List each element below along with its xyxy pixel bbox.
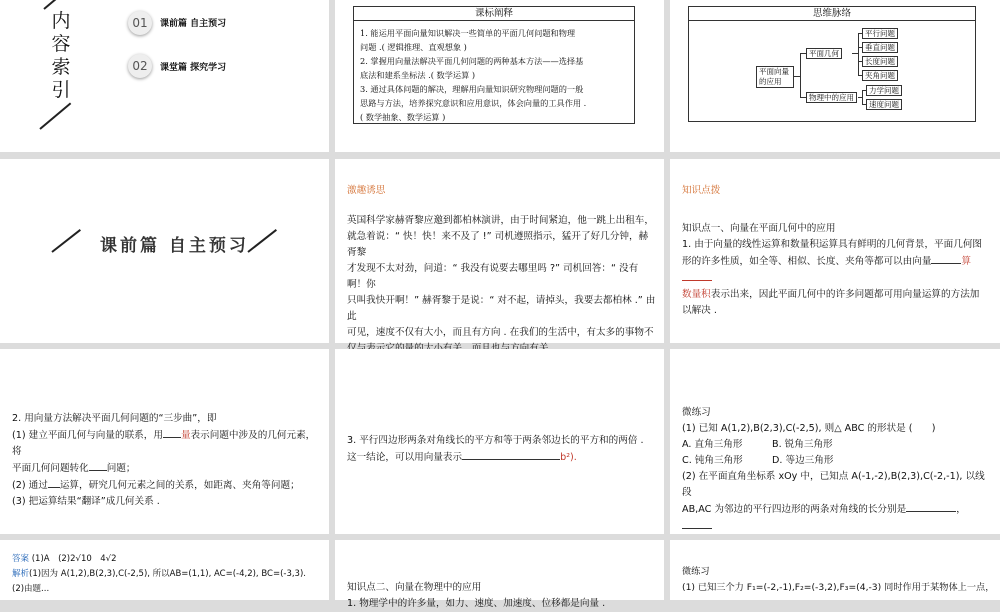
option-a[interactable]: A. 直角三角形 xyxy=(682,439,743,450)
curriculum-line: 问题 .( 逻辑推理、直观想象 ) xyxy=(360,42,467,52)
steps-text: 运算，研究几何元素之间的关系，如距离、夹角等问题； xyxy=(59,480,300,491)
answer-text: b²). xyxy=(560,452,577,463)
practice-heading: 微练习 xyxy=(682,407,711,418)
practice-options-row xyxy=(682,453,994,469)
toc-title-char: 索 xyxy=(51,56,71,78)
answer-label: 答案 xyxy=(12,554,30,564)
mindmap-leaf-angle: 夹角问题 xyxy=(862,70,898,81)
knowledge-point-title: 知识点一、向量在平面几何中的应用 xyxy=(682,223,836,234)
deco-slash-bottom xyxy=(39,103,71,130)
mindmap-leaf-length: 长度问题 xyxy=(862,56,898,67)
steps-line xyxy=(12,477,324,494)
practice-text: AB,AC 为邻边的平行四边形的两条对角线的长分别是 xyxy=(682,504,907,515)
intro-paragraph xyxy=(347,213,657,357)
toc-title xyxy=(50,10,72,102)
answer-body xyxy=(12,552,324,597)
fill-blank xyxy=(682,270,712,281)
slide-parallelogram[interactable] xyxy=(335,349,664,534)
knowledge-text: 形的许多性质，如全等、相似、长度、夹角等都可以由向量 xyxy=(682,256,932,267)
steps-title: 2. 用向量方法解决平面几何问题的“三步曲”，即 xyxy=(12,413,217,424)
slide-practice-1[interactable] xyxy=(670,349,1000,534)
practice-question: (1) 已知三个力 F₁=(-2,-1),F₂=(-3,2),F₃=(4,-3) 同时作用于某物体上一点， xyxy=(682,582,995,593)
mindmap-branch-physics: 物理中的应用 xyxy=(806,92,857,103)
section-title: 课前篇 自主预习 xyxy=(100,236,249,256)
toc-item-2-label[interactable]: 课堂篇 探究学习 xyxy=(160,63,227,73)
curriculum-line: 底法和建系坐标法 .( 数学运算 ) xyxy=(360,70,476,80)
knowledge-line: 1. 由于向量的线性运算和数量积运算具有鲜明的几何背景，平面几何图 xyxy=(682,239,983,250)
slide-physics[interactable] xyxy=(335,540,664,609)
fill-blank xyxy=(163,427,181,438)
mindmap-root: 平面向量的应用 xyxy=(756,66,794,88)
knowledge-body xyxy=(682,221,994,319)
curriculum-line: 1. 能运用平面向量知识解决一些简单的平面几何问题和物理 xyxy=(360,28,576,38)
intro-line: 可见，速度不仅有大小，而且有方向 . 在我们的生活中，有太多的事物不 xyxy=(347,327,654,338)
slide-intro[interactable] xyxy=(335,159,664,343)
intro-line: 才发现不太对劲，问道：“ 我没有说要去哪里吗 ?” 司机回答：“ 没有啊！你 xyxy=(347,263,639,290)
intro-heading: 激趣诱思 xyxy=(347,185,386,196)
mindmap-leaf-force: 力学问题 xyxy=(866,85,902,96)
slide-knowledge[interactable] xyxy=(670,159,1000,343)
slide-answer[interactable] xyxy=(0,540,329,600)
toc-title-char: 引 xyxy=(51,79,71,101)
leaf-spine-b xyxy=(862,90,863,104)
toc-item-2-number: 02 xyxy=(128,54,152,78)
toc-item-1-number: 01 xyxy=(128,11,152,35)
physics-line: 1. 物理学中的许多量，如力、速度、加速度、位移都是向量 . xyxy=(347,598,606,609)
knowledge-line: 以解决 . xyxy=(682,305,717,316)
option-b[interactable]: B. 锐角三角形 xyxy=(772,439,833,450)
practice-2-body xyxy=(682,564,994,596)
physics-body xyxy=(347,580,659,612)
mindmap-branch-geometry: 平面几何 xyxy=(806,48,842,59)
knowledge-heading: 知识点拨 xyxy=(682,185,721,196)
curriculum-body xyxy=(354,21,634,129)
answer-text: 数量积 xyxy=(682,289,711,300)
intro-line: 英国科学家赫胥黎应邀到都柏林演讲，由于时间紧迫，他一跳上出租车， xyxy=(347,215,654,226)
mindmap-header: 思维脉络 xyxy=(689,7,975,21)
analysis-line xyxy=(12,567,324,582)
branch-spine xyxy=(800,53,801,97)
practice-options-row xyxy=(682,437,994,453)
fill-blank xyxy=(931,253,961,264)
curriculum-line: 思路与方法，培养探究意识和应用意识，体会向量的工具作用 . xyxy=(360,98,587,108)
curriculum-box xyxy=(353,6,635,124)
analysis-text: (1)因为 A(1,2),B(2,3),C(-2,5), 所以AB=(1,1), AC=(-4,2), BC=(-3,3). xyxy=(29,569,306,579)
steps-body xyxy=(12,411,324,510)
analysis-label: 解析 xyxy=(12,569,30,579)
leaf-spine-a xyxy=(858,33,859,75)
knowledge-line xyxy=(682,287,994,303)
deco-slash-left xyxy=(51,229,81,253)
analysis-line: (2)由题... xyxy=(12,584,50,594)
knowledge-line xyxy=(682,270,994,287)
knowledge-text: 表示出来，因此平面几何中的许多问题都可用向量运算的方法加 xyxy=(710,289,980,300)
deco-slash-right xyxy=(247,229,277,253)
knowledge-line xyxy=(682,253,994,270)
mindmap-leaf-velocity: 速度问题 xyxy=(866,99,902,110)
toc-item-1-label[interactable]: 课前篇 自主预习 xyxy=(160,19,227,29)
parallelogram-line: 3. 平行四边形两条对角线长的平方和等于两条邻边长的平方和的两倍 . xyxy=(347,435,644,446)
option-c[interactable]: C. 钝角三角形 xyxy=(682,455,743,466)
option-d[interactable]: D. 等边三角形 xyxy=(772,455,834,466)
slide-mindmap[interactable] xyxy=(670,0,1000,152)
answer-text: 算 xyxy=(961,256,972,267)
steps-line: (3) 把运算结果“翻译”成几何关系 . xyxy=(12,496,160,507)
slide-three-steps[interactable] xyxy=(0,349,329,534)
mindmap-leaf-perpendicular: 垂直问题 xyxy=(862,42,898,53)
steps-text: 平面几何问题转化 xyxy=(12,463,89,474)
slide-section-title[interactable] xyxy=(0,159,329,343)
toc-title-char: 内 xyxy=(51,10,71,32)
answer-text: 量 xyxy=(180,430,191,441)
parallelogram-body xyxy=(347,433,659,466)
steps-text: (2) 通过 xyxy=(12,480,48,491)
practice-question: AB,AC 为邻边的平行四边形的两条对角线的长分别是 ， xyxy=(682,501,994,535)
steps-line xyxy=(12,427,324,460)
slide-toc[interactable] xyxy=(0,0,329,152)
intro-line: 只叫我快开啊！” 赫胥黎于是说：“ 对不起，请掉头，我要去都柏林 .” 由此 xyxy=(347,295,656,322)
mindmap-box xyxy=(688,6,976,122)
curriculum-line: 2. 掌握用向量法解决平面几何问题的两种基本方法——选择基 xyxy=(360,56,584,66)
deco-slash-top xyxy=(43,0,58,10)
practice-1-body xyxy=(682,405,994,552)
parallelogram-line xyxy=(347,449,659,466)
fill-blank xyxy=(682,518,712,529)
practice-question: (1) 已知 A(1,2),B(2,3),C(-2,5), 则△ ABC 的形状是 ( ) xyxy=(682,423,936,434)
physics-point-title: 知识点二、向量在物理中的应用 xyxy=(347,582,482,593)
slide-curriculum[interactable] xyxy=(335,0,664,152)
practice-heading: 微练习 xyxy=(682,566,710,577)
intro-line: 就急着说：“ 快！快！来不及了 !” 司机遵照指示，猛开了好几分钟，赫胥黎 xyxy=(347,231,649,258)
fill-blank xyxy=(462,449,560,460)
fill-blank xyxy=(906,501,956,512)
answer-line xyxy=(12,552,324,567)
toc-title-char: 容 xyxy=(51,33,71,55)
parallelogram-text: 这一结论，可以用向量表示 xyxy=(347,452,463,463)
mindmap-leaf-parallel: 平行问题 xyxy=(862,28,898,39)
curriculum-line: 3. 通过具体问题的解决，理解用向量知识研究物理问题的一般 xyxy=(360,84,584,94)
steps-text: 表示问题中涉及的几何元素，将 xyxy=(12,430,316,457)
slide-practice-2[interactable] xyxy=(670,540,1000,600)
answer-value: (1)A (2)2√10 4√2 xyxy=(31,554,117,564)
curriculum-header: 课标阐释 xyxy=(354,7,634,21)
practice-question: (2) 在平面直角坐标系 xOy 中，已知点 A(-1,-2),B(2,3),C(-2,-1), 以线段 xyxy=(682,471,985,498)
fill-blank xyxy=(89,460,107,471)
steps-text: 问题； xyxy=(106,463,136,474)
steps-text: (1) 建立平面几何与向量的联系，用 xyxy=(12,430,163,441)
steps-line xyxy=(12,460,324,477)
fill-blank xyxy=(48,477,60,488)
curriculum-line: ( 数学抽象、数学运算 ) xyxy=(360,112,446,122)
